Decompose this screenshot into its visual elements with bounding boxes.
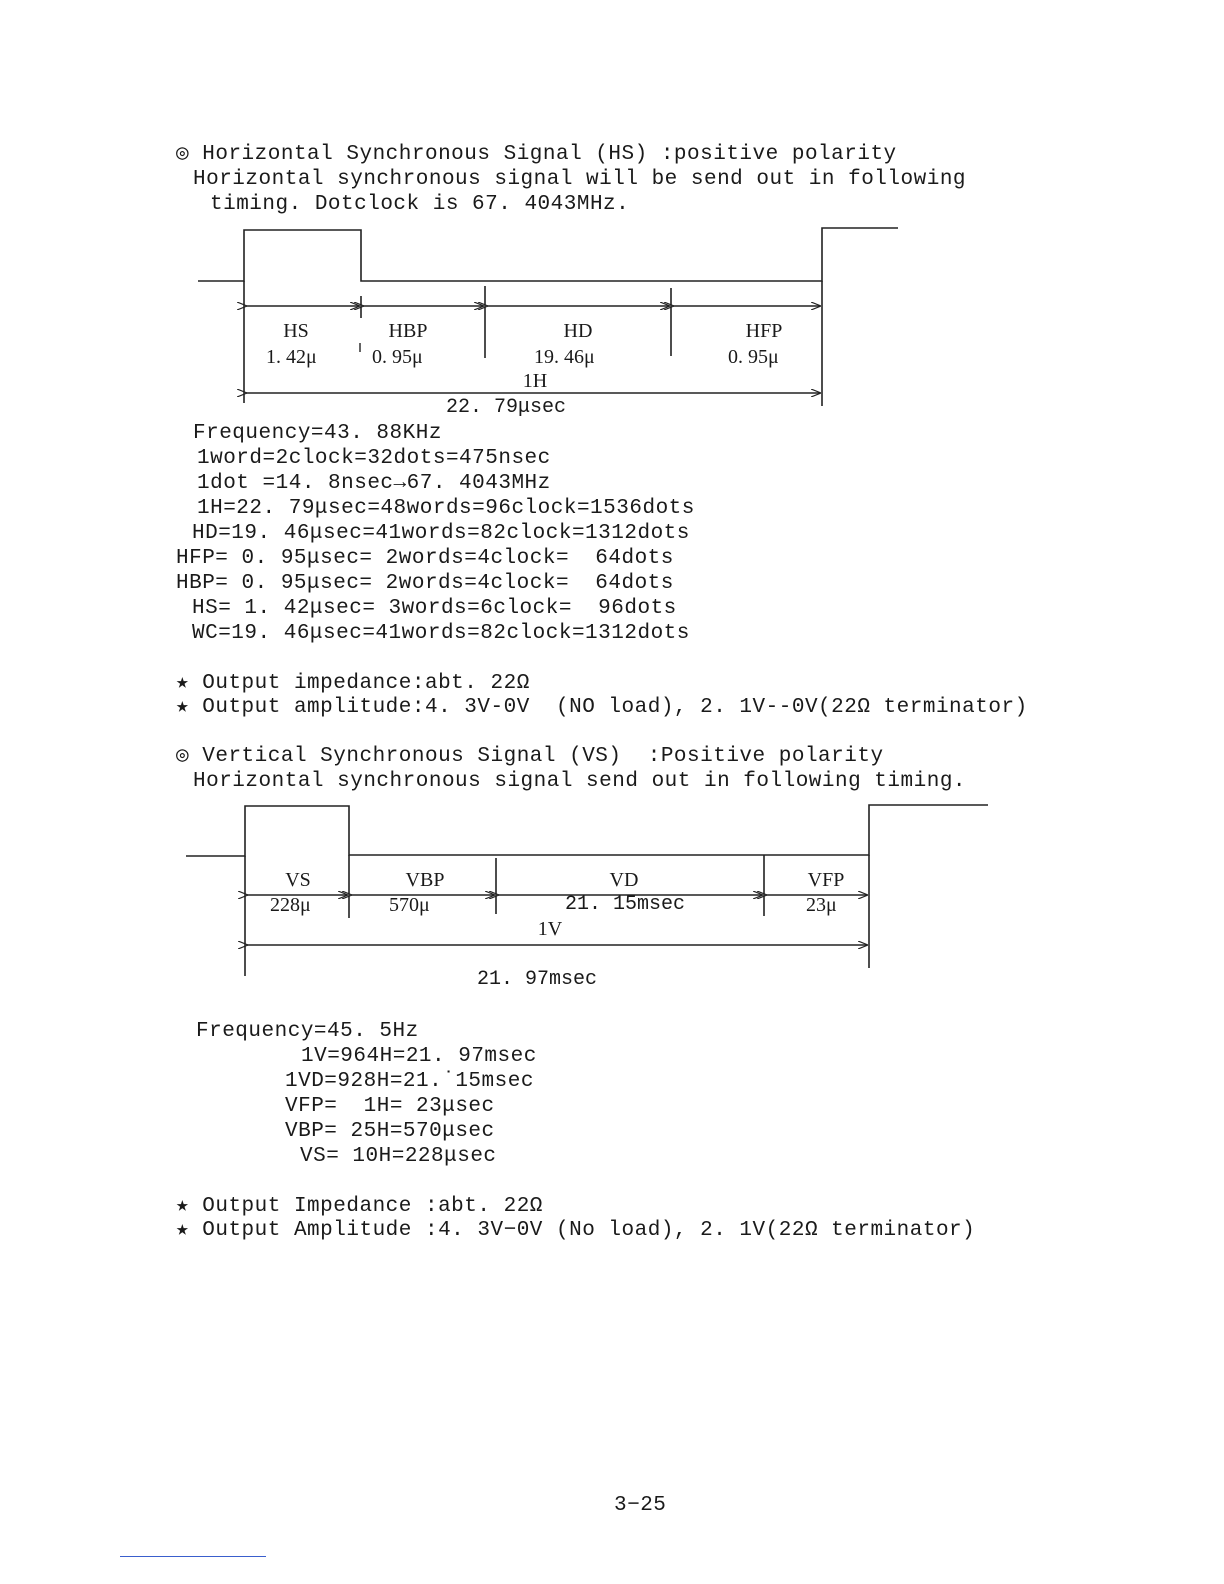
hs-spec-line: 1dot =14. 8nsec→67. 4043MHz	[197, 472, 551, 495]
vfp-segment-value: 23μ	[806, 894, 837, 916]
hs-spec-line: Frequency=43. 88KHz	[193, 422, 442, 445]
hs-note: ★ Output impedance:abt. 22Ω	[176, 672, 530, 695]
hs-description-line-2: timing. Dotclock is 67. 4043MHz.	[210, 193, 630, 216]
hbp-segment-value: 0. 95μ	[372, 346, 423, 368]
hs-spec-line: 1H=22. 79μsec=48words=96clock=1536dots	[197, 497, 695, 520]
hs-spec-line: HD=19. 46μsec=41words=82clock=1312dots	[192, 522, 690, 545]
vs-segment-value: 228μ	[270, 894, 311, 916]
hs-spec-line: HS= 1. 42μsec= 3words=6clock= 96dots	[192, 597, 677, 620]
hs-spec-line: HFP= 0. 95μsec= 2words=4clock= 64dots	[176, 547, 674, 570]
hs-heading: ◎ Horizontal Synchronous Signal (HS) :positive polarity	[176, 143, 897, 166]
vbp-segment-name: VBP	[405, 869, 445, 891]
vs-spec-line: Frequency=45. 5Hz	[196, 1020, 419, 1043]
footer-rule	[120, 1556, 266, 1557]
hd-segment-value: 19. 46μ	[534, 346, 595, 368]
hs-segment-value: 1. 42μ	[266, 346, 317, 368]
v-period-name: 1V	[537, 918, 563, 940]
vs-spec-line: VS= 10H=228μsec	[300, 1145, 497, 1168]
vs-spec-line: 1V=964H=21. 97msec	[301, 1045, 537, 1068]
vbp-segment-value: 570μ	[389, 894, 430, 916]
vs-spec-line: 1VD=928H=21.˙15msec	[285, 1070, 534, 1093]
vs-note: ★ Output Amplitude :4. 3V−0V (No load), 2. 1V(22Ω terminator)	[176, 1219, 976, 1242]
vd-segment-value: 21. 15msec	[565, 893, 686, 916]
hbp-segment-name: HBP	[388, 320, 428, 342]
page-number: 3−25	[614, 1494, 667, 1517]
h-period-name: 1H	[522, 370, 548, 392]
vd-segment-name: VD	[609, 869, 639, 891]
hfp-segment-name: HFP	[745, 320, 783, 342]
hd-segment-name: HD	[563, 320, 593, 342]
h-period-value: 22. 79μsec	[446, 396, 567, 419]
hs-spec-line: HBP= 0. 95μsec= 2words=4clock= 64dots	[176, 572, 674, 595]
vs-waveform	[186, 805, 988, 856]
vs-note: ★ Output Impedance :abt. 22Ω	[176, 1195, 543, 1218]
hs-spec-line: WC=19. 46μsec=41words=82clock=1312dots	[192, 622, 690, 645]
hs-note: ★ Output amplitude:4. 3V-0V (NO load), 2. 1V--0V(22Ω terminator)	[176, 696, 1028, 719]
hs-spec-line: 1word=2clock=32dots=475nsec	[197, 447, 551, 470]
vs-spec-line: VFP= 1H= 23μsec	[285, 1095, 495, 1118]
vs-heading: ◎ Vertical Synchronous Signal (VS) :Positive polarity	[176, 745, 884, 768]
v-period-value: 21. 97msec	[477, 968, 598, 991]
hs-segment-name: HS	[283, 320, 309, 342]
vs-spec-line: VBP= 25H=570μsec	[285, 1120, 495, 1143]
hfp-segment-value: 0. 95μ	[728, 346, 779, 368]
vs-description-line-1: Horizontal synchronous signal send out in following timing.	[193, 770, 967, 793]
hs-description-line-1: Horizontal synchronous signal will be send out in following	[193, 168, 967, 191]
vfp-segment-name: VFP	[807, 869, 845, 891]
vs-segment-name: VS	[285, 869, 311, 891]
